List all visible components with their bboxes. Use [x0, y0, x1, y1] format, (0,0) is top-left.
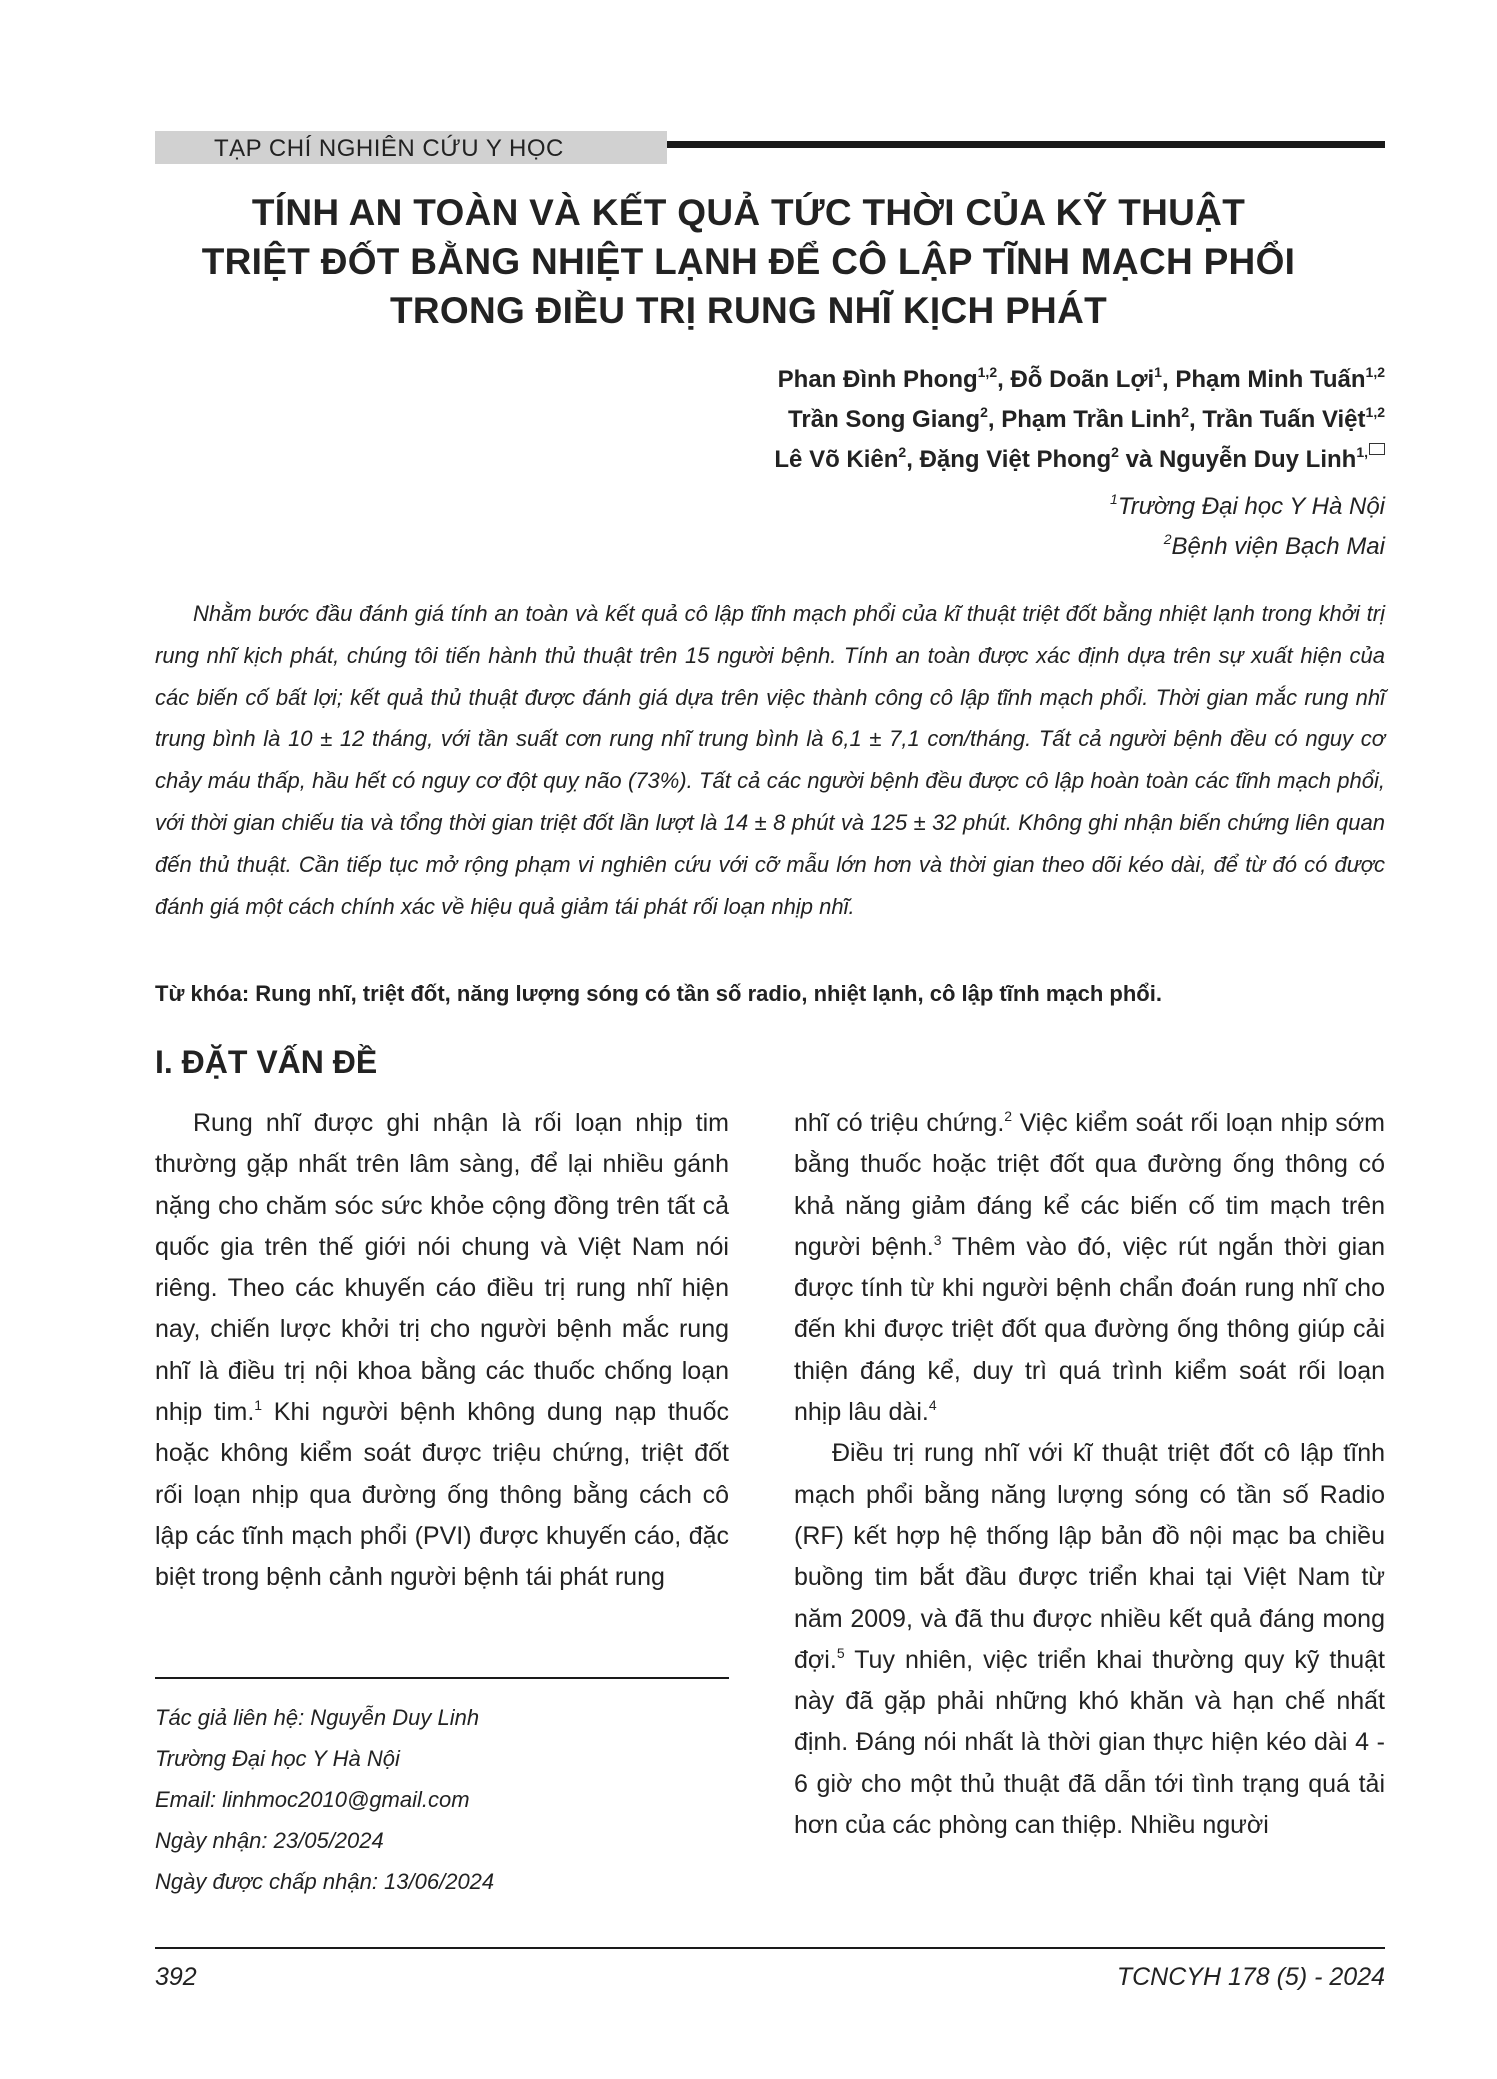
author-line: [774, 440, 1385, 480]
author-sup: 1,2: [1365, 364, 1385, 380]
author-name: Phạm Trần Linh: [1001, 406, 1182, 433]
paragraph: [794, 1433, 1385, 1846]
author-sep: và: [1118, 446, 1159, 473]
text-run: Rung nhĩ được ghi nhận là rối loạn nhịp tim thường gặp nhất trên lâm sàng, để lại nhiều gánh nặng cho chăm sóc sức khỏe cộng đồng trên tất cả quốc gia trên thế giới nói chung và Việt Nam nói riêng. Theo các khuyến cáo điều trị rung nhĩ hiện nay, chiến lược khởi trị cho người bệnh mắc rung nhĩ là điều trị nội khoa bằng các thuốc chống loạn nhịp tim.: [155, 1109, 729, 1427]
footnote-email: Email: linhmoc2010@gmail.com: [155, 1787, 470, 1812]
affiliation: [1110, 487, 1385, 527]
affiliation-list: [1110, 487, 1385, 567]
author-list: [774, 360, 1385, 480]
text-run: Khi người bệnh không dung nạp thuốc hoặc không kiểm soát được triệu chứng, triệt đốt rối loạn nhịp qua đường ống thông bằng cách cô lập các tĩnh mạch phổi (PVI) được khuyến cáo, đặc biệt trong bệnh cảnh người bệnh tái phát rung: [155, 1398, 729, 1592]
text-run: Tuy nhiên, việc triển khai thường quy kỹ thuật này đã gặp phải những khó khăn và hạn chế nhất định. Đáng nói nhất là thời gian thực hiện kéo dài 4 - 6 giờ cho một thủ thuật đã dẫn tới tình trạng quá tải hơn của các phòng can thiệp. Nhiều người: [794, 1645, 1385, 1840]
author-sep: ,: [997, 366, 1011, 393]
author-sup: 1,: [1356, 444, 1368, 460]
citation-ref: 1: [254, 1397, 263, 1414]
affiliation-name: Trường Đại học Y Hà Nội: [1117, 493, 1385, 520]
footnote-accepted: Ngày được chấp nhận: 13/06/2024: [155, 1869, 495, 1894]
paragraph: [155, 1103, 729, 1599]
citation-ref: 2: [1004, 1108, 1013, 1124]
journal-issue: TCNCYH 178 (5) - 2024: [1116, 1963, 1385, 1991]
right-column: [794, 1103, 1385, 1846]
author-sup: 1,2: [1365, 404, 1385, 420]
envelope-icon: [1369, 443, 1385, 455]
text-run: Thêm vào đó, việc rút ngắn thời gian được tính từ khi người bệnh chẩn đoán rung nhĩ cho đến khi được triệt đốt qua đường ống thông giúp cải thiện đáng kể, duy trì quá trình kiểm soát rối loạn nhịp lâu dài.: [794, 1232, 1385, 1427]
author-name: Lê Võ Kiên: [774, 446, 899, 473]
footnote-received: Ngày nhận: 23/05/2024: [155, 1828, 384, 1853]
paragraph: [794, 1103, 1385, 1433]
title-line: TÍNH AN TOÀN VÀ KẾT QUẢ TỨC THỜI CỦA KỸ THUẬT: [251, 192, 1246, 233]
journal-header: TẠP CHÍ NGHIÊN CỨU Y HỌC: [214, 135, 564, 162]
author-sup: 2: [898, 444, 907, 460]
author-line: [774, 360, 1385, 400]
affiliation-sup: 2: [1163, 531, 1172, 547]
page-number: 392: [155, 1963, 197, 1991]
author-line: [774, 400, 1385, 440]
header-rule: [667, 141, 1385, 148]
text-run: Điều trị rung nhĩ với kĩ thuật triệt đốt cô lập tĩnh mạch phổi bằng năng lượng sóng có tần số Radio (RF) kết hợp hệ thống lập bản đồ nội mạc ba chiều buồng tim bắt đầu được triển khai tại Việt Nam từ năm 2009, và đã thu được nhiều kết quả đáng mong đợi.: [794, 1439, 1385, 1674]
author-name: Đỗ Doãn Lợi: [1010, 366, 1155, 393]
citation-ref: 5: [836, 1644, 845, 1661]
author-name: Trần Tuấn Việt: [1202, 406, 1366, 433]
footnote-rule: [155, 1677, 729, 1679]
author-sup: 2: [980, 404, 988, 420]
title-line: TRIỆT ĐỐT BẰNG NHIỆT LẠNH ĐỂ CÔ LẬP TĨNH MẠCH PHỔI: [201, 241, 1296, 282]
author-sep: ,: [1189, 406, 1203, 433]
footnote-contact: Tác giả liên hệ: Nguyễn Duy Linh: [155, 1705, 480, 1730]
author-name: Nguyễn Duy Linh: [1158, 446, 1357, 473]
author-sep: ,: [987, 406, 1002, 433]
author-sup: 1,2: [977, 364, 998, 380]
section-heading: I. ĐẶT VẤN ĐỀ: [155, 1044, 378, 1080]
affiliation-sup: 1: [1110, 491, 1118, 507]
author-name: Phạm Minh Tuấn: [1175, 366, 1366, 393]
affiliation: [1110, 527, 1385, 567]
author-sup: 2: [1111, 444, 1119, 460]
author-name: Phan Đình Phong: [777, 366, 978, 393]
left-column: [155, 1103, 729, 1599]
citation-ref: 3: [933, 1231, 942, 1248]
author-name: Đặng Việt Phong: [919, 446, 1112, 473]
footnote-institution: Trường Đại học Y Hà Nội: [155, 1746, 400, 1771]
author-sep: ,: [906, 446, 920, 473]
author-sep: ,: [1161, 366, 1176, 393]
citation-ref: 4: [928, 1397, 937, 1414]
text-run: nhĩ có triệu chứng.: [794, 1109, 1005, 1137]
author-name: Trần Song Giang: [788, 406, 981, 433]
title-line: TRONG ĐIỀU TRỊ RUNG NHĨ KỊCH PHÁT: [389, 290, 1107, 331]
author-sup: 2: [1181, 404, 1190, 420]
article-title: [100, 188, 1397, 335]
author-sup: 1: [1154, 364, 1162, 380]
abstract: Nhằm bước đầu đánh giá tính an toàn và kết quả cô lập tĩnh mạch phổi của kĩ thuật triệt đốt bằng nhiệt lạnh trong khởi trị rung nhĩ kịch phát, chúng tôi tiến hành thủ thuật trên 15 người bệnh. Tính an toàn được xác định dựa trên sự xuất hiện của các biến cố bất lợi; kết quả thủ thuật được đánh giá dựa trên việc thành công cô lập tĩnh mạch phổi. Thời gian mắc rung nhĩ trung bình là 10 ± 12 tháng, với tần suất cơn rung nhĩ trung bình là 6,1 ± 7,1 cơn/tháng. Tất cả người bệnh đều có nguy cơ chảy máu thấp, hầu hết có nguy cơ đột quỵ não (73%). Tất cả các người bệnh đều được cô lập hoàn toàn các tĩnh mạch phổi, với thời gian chiếu tia và tổng thời gian triệt đốt lần lượt là 14 ± 8 phút và 125 ± 32 phút. Không ghi nhận biến chứng liên quan đến thủ thuật. Cần tiếp tục mở rộng phạm vi nghiên cứu với cỡ mẫu lớn hơn và thời gian theo dõi kéo dài, để từ đó có được đánh giá một cách chính xác về hiệu quả giảm tái phát rối loạn nhịp nhĩ.: [155, 601, 1385, 919]
text-run: Việc kiểm soát rối loạn nhịp sớm bằng thuốc hoặc triệt đốt qua đường ống thông có khả năng giảm đáng kể các biến cố tim mạch trên người bệnh.: [794, 1109, 1385, 1261]
correspondence-footnote: [155, 1697, 494, 1902]
keywords: Từ khóa: Rung nhĩ, triệt đốt, năng lượng sóng có tần số radio, nhiệt lạnh, cô lập tĩnh mạch phổi.: [155, 981, 1162, 1006]
footer-rule: [155, 1947, 1385, 1949]
affiliation-name: Bệnh viện Bạch Mai: [1171, 533, 1385, 560]
